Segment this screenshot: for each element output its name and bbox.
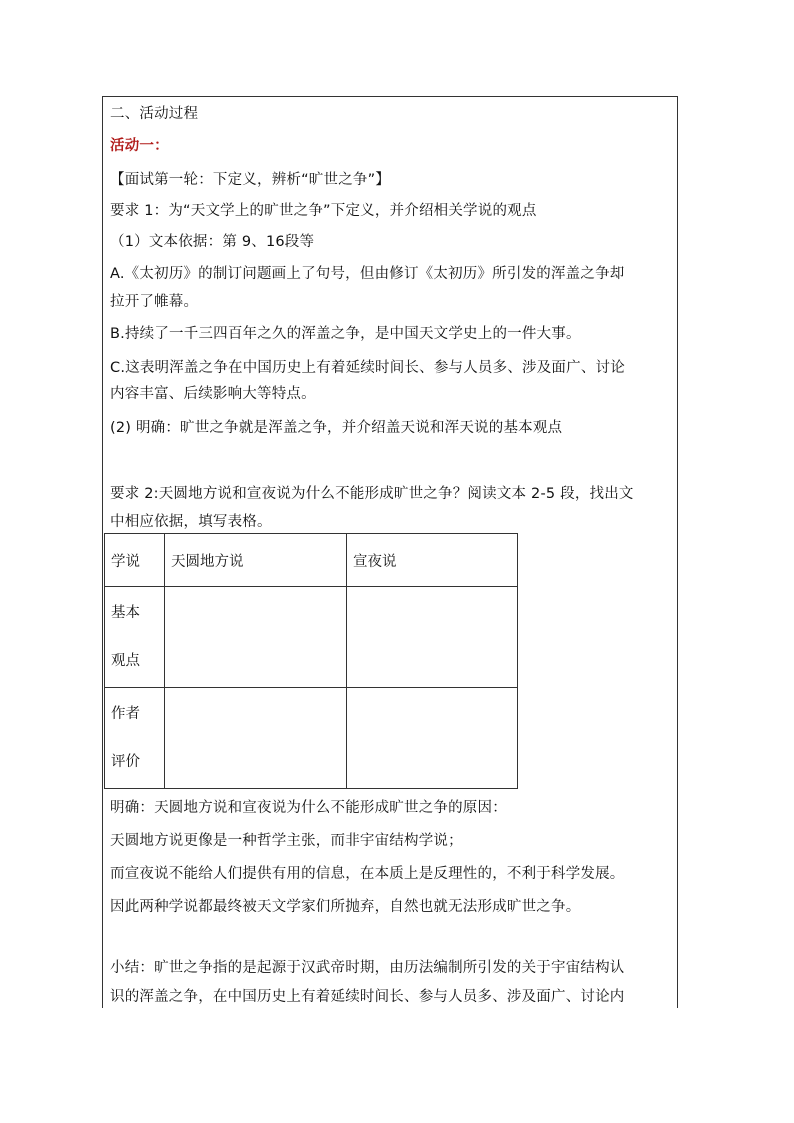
cell-xuanye-eval: [347, 688, 518, 789]
cell-xuanye-view: [347, 587, 518, 688]
row-label-author-eval: [105, 688, 165, 789]
section-title: 二、活动过程: [110, 106, 199, 122]
item-a-line-2: 拉开了帷幕。: [110, 294, 199, 310]
header-theory: 学说: [105, 534, 165, 587]
table-row: [105, 688, 518, 789]
item-c-line-1: C.这表明浑盖之争在中国历史上有着延续时间长、参与人员多、涉及面广、讨论: [110, 360, 625, 376]
round-title: 【面试第一轮：下定义，辨析“旷世之争”】: [110, 172, 391, 188]
requirement-2-line-2: 中相应依据，填写表格。: [110, 514, 272, 530]
requirement-2-line-1: 要求 2:天圆地方说和宣夜说为什么不能形成旷世之争？阅读文本 2-5 段，找出文: [110, 486, 634, 502]
table-row: [105, 587, 518, 688]
requirement-1: 要求 1：为“天文学上的旷世之争”下定义，并介绍相关学说的观点: [110, 203, 537, 219]
table-header-row: [105, 534, 518, 587]
row-label-eval: 评价: [111, 754, 140, 770]
cell-tianyuan-eval: [165, 688, 347, 789]
row-label-view: 观点: [111, 653, 140, 669]
text-basis: （1）文本依据：第 9、16段等: [110, 234, 315, 250]
item-a-line-1: A.《太初历》的制订问题画上了句号，但由修订《太初历》所引发的浑盖之争却: [110, 266, 625, 282]
reason-1: 天圆地方说更像是一种哲学主张，而非宇宙结构学说；: [110, 833, 463, 849]
row-label-author: 作者: [111, 706, 140, 722]
summary-line-2: 识的浑盖之争，在中国历史上有着延续时间长、参与人员多、涉及面广、讨论内: [110, 989, 625, 1005]
clarify-1: (2) 明确：旷世之争就是浑盖之争，并介绍盖天说和浑天说的基本观点: [110, 420, 563, 436]
cell-tianyuan-view: [165, 587, 347, 688]
item-c-line-2: 内容丰富、后续影响大等特点。: [110, 386, 316, 402]
summary-line-1: 小结：旷世之争指的是起源于汉武帝时期，由历法编制所引发的关于宇宙结构认: [110, 960, 625, 976]
row-label-basic-view: [105, 587, 165, 688]
reason-2: 而宣夜说不能给人们提供有用的信息，在本质上是反理性的，不利于科学发展。: [110, 866, 625, 882]
item-b: B.持续了一千三四百年之久的浑盖之争，是中国天文学史上的一件大事。: [110, 326, 581, 342]
theory-table: [104, 533, 518, 789]
activity-title: 活动一：: [110, 138, 169, 154]
header-tianyuan: 天圆地方说: [165, 534, 347, 587]
row-label-basic: 基本: [111, 605, 140, 621]
header-xuanye: 宣夜说: [347, 534, 518, 587]
clarify-2: 明确：天圆地方说和宣夜说为什么不能形成旷世之争的原因：: [110, 800, 507, 816]
reason-3: 因此两种学说都最终被天文学家们所抛弃，自然也就无法形成旷世之争。: [110, 899, 581, 915]
